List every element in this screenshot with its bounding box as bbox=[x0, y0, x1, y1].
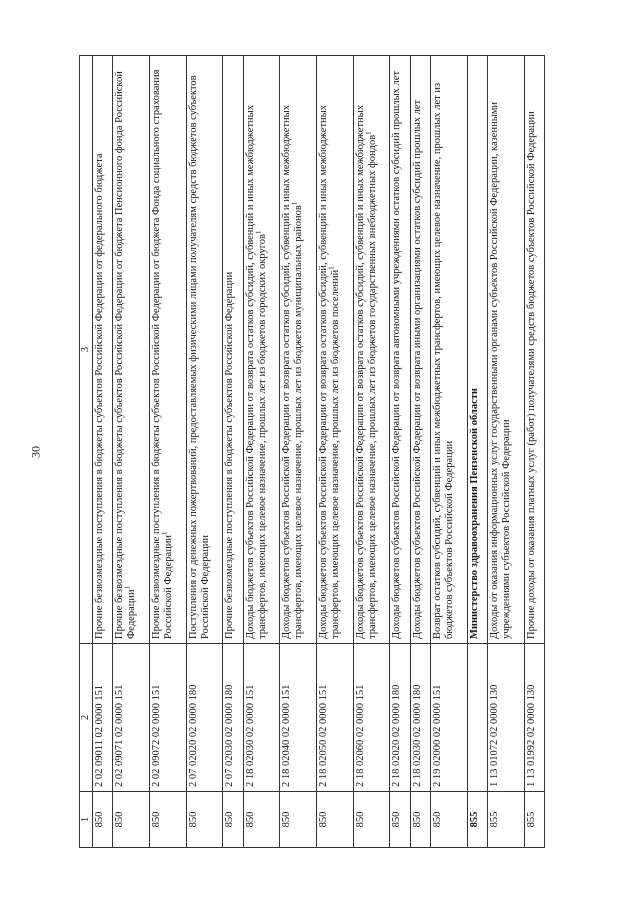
table-header-row bbox=[80, 56, 93, 848]
revenue-name-text: Прочие доходы от оказания платных услуг (работ) получателями средств бюджетов субъектов Российской Федерации bbox=[525, 111, 537, 639]
admin-code-cell: 850 bbox=[280, 792, 317, 848]
revenue-name-text: Доходы бюджетов субъектов Российской Федерации от возврата остатков субсидий, субвенций и иных межбюджетных трансфертов, имеющих целевое назначение, прошлых лет из бюджетов поселений bbox=[317, 105, 341, 639]
revenue-name-cell bbox=[280, 56, 317, 644]
admin-code-cell: 850 bbox=[113, 792, 150, 848]
budget-code-cell: 1 13 01992 02 0000 130 bbox=[524, 644, 544, 792]
budget-code-cell: 2 19 02000 02 0000 151 bbox=[430, 644, 467, 792]
budget-code-cell: 2 18 02020 02 0000 180 bbox=[390, 644, 410, 792]
budget-code-cell: 2 18 02030 02 0000 180 bbox=[410, 644, 430, 792]
admin-code-cell: 850 bbox=[316, 792, 353, 848]
rotated-table-container bbox=[79, 56, 545, 848]
revenue-name-cell bbox=[93, 56, 113, 644]
admin-code-cell: 850 bbox=[186, 792, 223, 848]
table-row bbox=[316, 56, 353, 848]
revenue-name-cell bbox=[467, 56, 487, 644]
table-row bbox=[430, 56, 467, 848]
table-row bbox=[93, 56, 113, 848]
footnote-marker: 1 bbox=[364, 131, 373, 135]
revenue-name-text: Доходы бюджетов субъектов Российской Федерации от возврата иными организациями остатков субсидий прошлых лет bbox=[411, 99, 423, 639]
budget-code-cell: 2 18 02060 02 0000 151 bbox=[353, 644, 390, 792]
revenue-name-cell bbox=[390, 56, 410, 644]
revenue-name-text: Доходы бюджетов субъектов Российской Федерации от возврата остатков субсидий, субвенций и иных межбюджетных трансфертов, имеющих целевое назначение, прошлых лет из бюджетов государственных внебюджетных фондов bbox=[354, 105, 378, 639]
revenue-name-text: Министерство здравоохранения Пензенской области bbox=[468, 388, 480, 639]
table-row bbox=[524, 56, 544, 848]
admin-code-cell: 850 bbox=[243, 792, 280, 848]
admin-code-cell: 855 bbox=[524, 792, 544, 848]
revenue-name-cell bbox=[243, 56, 280, 644]
revenue-name-cell bbox=[410, 56, 430, 644]
budget-code-cell: 2 18 02040 02 0000 151 bbox=[280, 644, 317, 792]
budget-code-cell: 1 13 01072 02 0000 130 bbox=[487, 644, 524, 792]
revenue-name-text: Возврат остатков субсидий, субвенций и иных межбюджетных трансфертов, имеющих целевое назначение, прошлых лет из бюджетов субъектов Российской Федерации bbox=[431, 82, 455, 639]
table-body bbox=[93, 56, 545, 848]
revenue-name-text: Доходы бюджетов субъектов Российской Федерации от возврата остатков субсидий, субвенций и иных межбюджетных трансфертов, имеющих целевое назначение, прошлых лет из бюджетов городских округов bbox=[244, 105, 268, 639]
revenue-name-cell bbox=[353, 56, 390, 644]
admin-code-cell: 850 bbox=[150, 792, 187, 848]
table-row bbox=[410, 56, 430, 848]
budget-code-cell: 2 02 09072 02 0000 151 bbox=[150, 644, 187, 792]
revenue-name-cell bbox=[524, 56, 544, 644]
admin-code-cell: 855 bbox=[467, 792, 487, 848]
footnote-marker: 1 bbox=[290, 201, 299, 206]
table-row bbox=[390, 56, 410, 848]
table-row bbox=[353, 56, 390, 848]
footnote-marker: 1 bbox=[327, 266, 336, 270]
revenue-name-text: Прочие безвозмездные поступления в бюджеты субъектов Российской Федерации от федерального бюджета bbox=[94, 153, 105, 639]
revenue-name-text: Прочие безвозмездные поступления в бюджеты субъектов Российской Федерации от бюджета Пенсионного фонда Российской Федерации bbox=[114, 71, 138, 639]
table-row bbox=[487, 56, 524, 848]
revenue-name-text: Доходы от оказания информационных услуг государственными органами субъектов Российской Федерации, казенными учреждениями субъектов Российской Федерации bbox=[488, 101, 512, 639]
table-row bbox=[467, 56, 487, 848]
header-col-3: 3 bbox=[80, 56, 93, 644]
admin-code-cell: 850 bbox=[353, 792, 390, 848]
page-number: 30 bbox=[28, 446, 43, 458]
admin-code-cell: 850 bbox=[410, 792, 430, 848]
footnote-marker: 1 bbox=[160, 531, 169, 536]
budget-code-cell: 2 07 02020 02 0000 180 bbox=[186, 644, 223, 792]
revenue-name-cell bbox=[223, 56, 243, 644]
revenue-name-text: Доходы бюджетов субъектов Российской Федерации от возврата автономными учреждениями остатков субсидий прошлых лет bbox=[391, 70, 403, 639]
revenue-name-text: Прочие безвозмездные поступления в бюджеты субъектов Российской Федерации bbox=[224, 271, 236, 639]
table-row bbox=[113, 56, 150, 848]
table-row bbox=[280, 56, 317, 848]
budget-code-cell: 2 02 09071 02 0000 151 bbox=[113, 644, 150, 792]
budget-code-cell: 2 18 02030 02 0000 151 bbox=[243, 644, 280, 792]
header-col-2: 2 bbox=[80, 644, 93, 792]
budget-code-cell: 2 18 02050 02 0000 151 bbox=[316, 644, 353, 792]
admin-code-cell: 850 bbox=[93, 792, 113, 848]
footnote-marker: 1 bbox=[123, 585, 132, 590]
table-row bbox=[223, 56, 243, 848]
revenue-name-cell bbox=[150, 56, 187, 644]
table-row bbox=[186, 56, 223, 848]
revenue-codes-table bbox=[79, 55, 545, 848]
revenue-name-text: Доходы бюджетов субъектов Российской Федерации от возврата остатков субсидий, субвенций и иных межбюджетных трансфертов, имеющих целевое назначение, прошлых лет из бюджетов муниципальных районов bbox=[281, 105, 305, 639]
admin-code-cell: 855 bbox=[487, 792, 524, 848]
budget-code-cell bbox=[467, 644, 487, 792]
footnote-marker: 1 bbox=[254, 230, 263, 235]
admin-code-cell: 850 bbox=[223, 792, 243, 848]
revenue-name-cell bbox=[113, 56, 150, 644]
revenue-name-cell bbox=[430, 56, 467, 644]
revenue-name-text: Поступления от денежных пожертвований, предоставляемых физическими лицами получателям средств бюджетов субъектов Российской Федерации bbox=[187, 75, 211, 639]
table-row bbox=[150, 56, 187, 848]
budget-code-cell: 2 07 02030 02 0000 180 bbox=[223, 644, 243, 792]
revenue-name-cell bbox=[487, 56, 524, 644]
revenue-name-text: Прочие безвозмездные поступления в бюджеты субъектов Российской Федерации от бюджета Фонда социального страхования Российской Федерации bbox=[151, 69, 174, 639]
revenue-name-cell bbox=[186, 56, 223, 644]
admin-code-cell: 850 bbox=[430, 792, 467, 848]
table-row bbox=[243, 56, 280, 848]
revenue-name-cell bbox=[316, 56, 353, 644]
budget-code-cell: 2 02 09011 02 0000 151 bbox=[93, 644, 113, 792]
admin-code-cell: 850 bbox=[390, 792, 410, 848]
header-col-1: 1 bbox=[80, 792, 93, 848]
